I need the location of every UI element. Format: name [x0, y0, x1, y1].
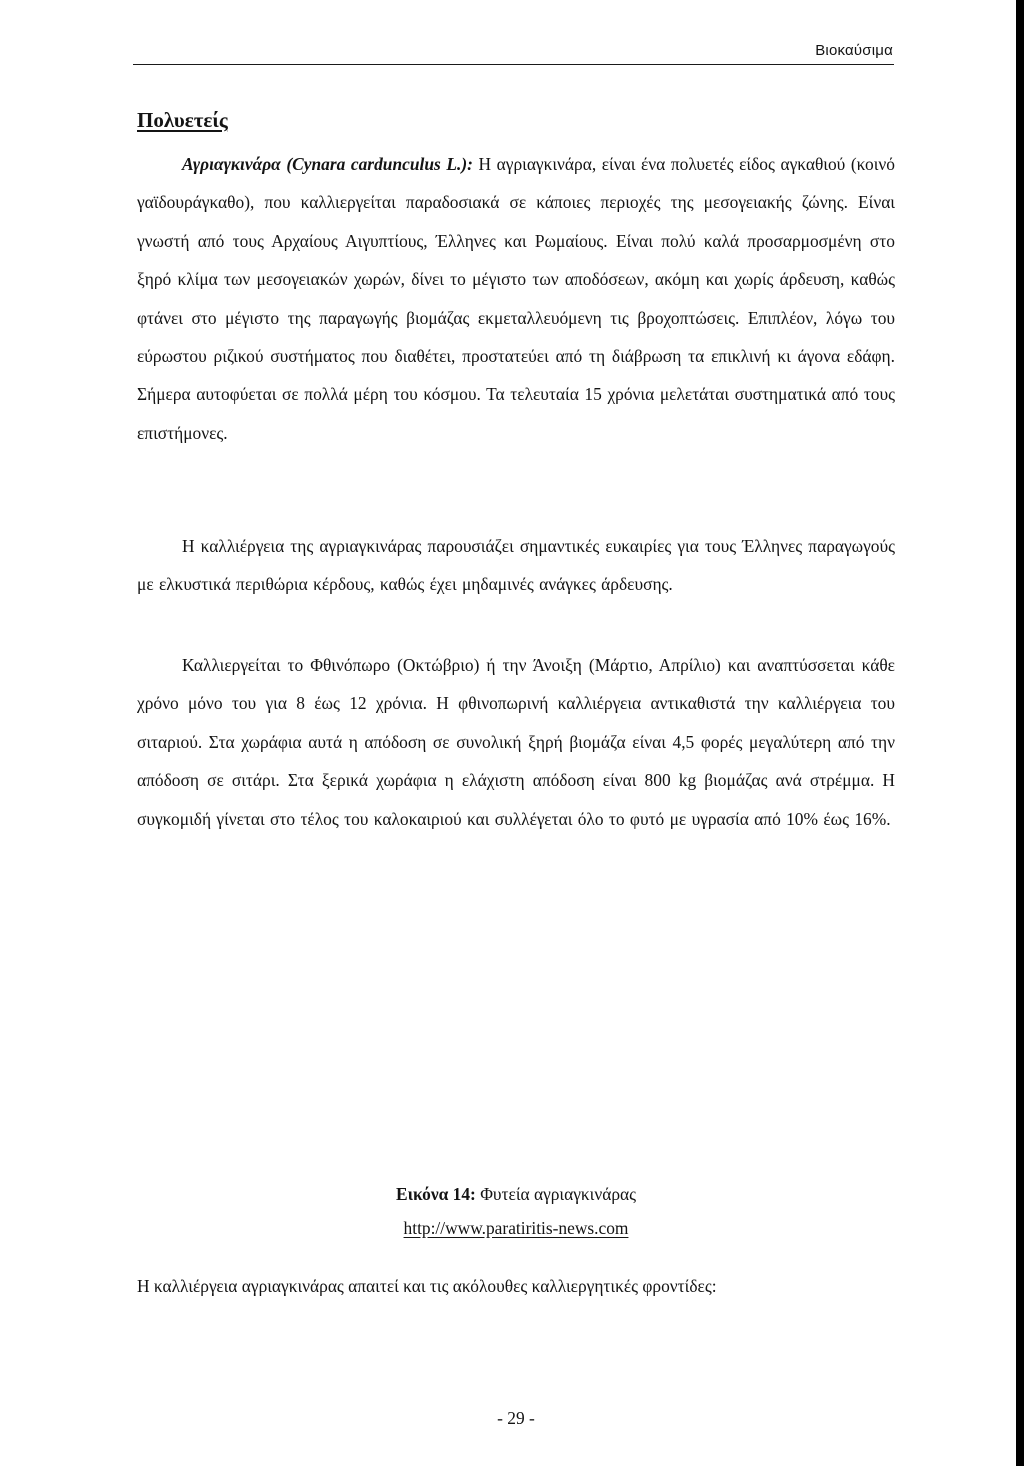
- figure-source-link[interactable]: http://www.paratiritis-news.com: [403, 1218, 629, 1238]
- paragraph-4: Η καλλιέργεια αγριαγκινάρας απαιτεί και τις ακόλουθες καλλιεργητικές φροντίδες:: [137, 1276, 717, 1296]
- paragraph-3: Καλλιεργείται το Φθινόπωρο (Οκτώβριο) ή την Άνοιξη (Μάρτιο, Απρίλιο) και αναπτύσσεται κάθε χρόνο μόνο του για 8 έως 12 χρόνια. Η φθινοπωρινή καλλιέργεια αντικαθιστά την καλλιέργεια του σιταριού. Στα χωράφια αυτά η απόδοση σε συνολική ξηρή βιομάζα είναι 4,5 φορές μεγαλύτερη από την απόδοση σε σιτάρι. Στα ξερικά χωράφια η ελάχιστη απόδοση είναι 800 kg βιομάζας ανά στρέμμα. Η συγκομιδή γίνεται στο τέλος του καλοκαιριού και συλλέγεται όλο το φυτό με υγρασία από 10% έως 16%.: [137, 655, 895, 829]
- running-header: Βιοκαύσιμα: [815, 42, 893, 59]
- section-heading: Πολυετείς: [137, 108, 228, 132]
- paragraph-1: [137, 145, 895, 452]
- page-number: - 29 -: [497, 1408, 535, 1428]
- header-rule: [133, 64, 894, 65]
- paragraph-2: Η καλλιέργεια της αγριαγκινάρας παρουσιάζει σημαντικές ευκαιρίες για τους Έλληνες παραγωγούς με ελκυστικά περιθώρια κέρδους, καθώς έχει μηδαμινές ανάγκες άρδευσης.: [137, 536, 895, 595]
- figure-caption-text: Φυτεία αγριαγκινάρας: [480, 1184, 636, 1204]
- paragraph-1-lead: Αγριαγκινάρα (Cynara cardunculus L.):: [182, 154, 473, 174]
- paragraph-1-body: Η αγριαγκινάρα, είναι ένα πολυετές είδος αγκαθιού (κοινό γαϊδουράγκαθο), που καλλιεργείται παραδοσιακά σε κάποιες περιοχές της μεσογειακής ζώνης. Είναι γνωστή από τους Αρχαίους Αιγυπτίους, Έλληνες και Ρωμαίους. Είναι πολύ καλά προσαρμοσμένη στο ξηρό κλίμα των μεσογειακών χωρών, δίνει το μέγιστο των αποδόσεων, ακόμη και χωρίς άρδευση, καθώς φτάνει στο μέγιστο της παραγωγής βιομάζας εκμεταλλευόμενη τις βροχοπτώσεις. Επιπλέον, λόγω του εύρωστου ριζικού συστήματος που διαθέτει, προστατεύει από τη διάβρωση τα επικλινή κι άγονα εδάφη. Σήμερα αυτοφύεται σε πολλά μέρη του κόσμου. Τα τελευταία 15 χρόνια μελετάται συστηματικά από τους επιστήμονες.: [137, 154, 895, 443]
- scan-edge: [1016, 0, 1024, 1466]
- figure-image-area: [137, 880, 895, 1180]
- figure-caption: [137, 1184, 895, 1205]
- figure-label: Εικόνα 14:: [395, 1184, 476, 1204]
